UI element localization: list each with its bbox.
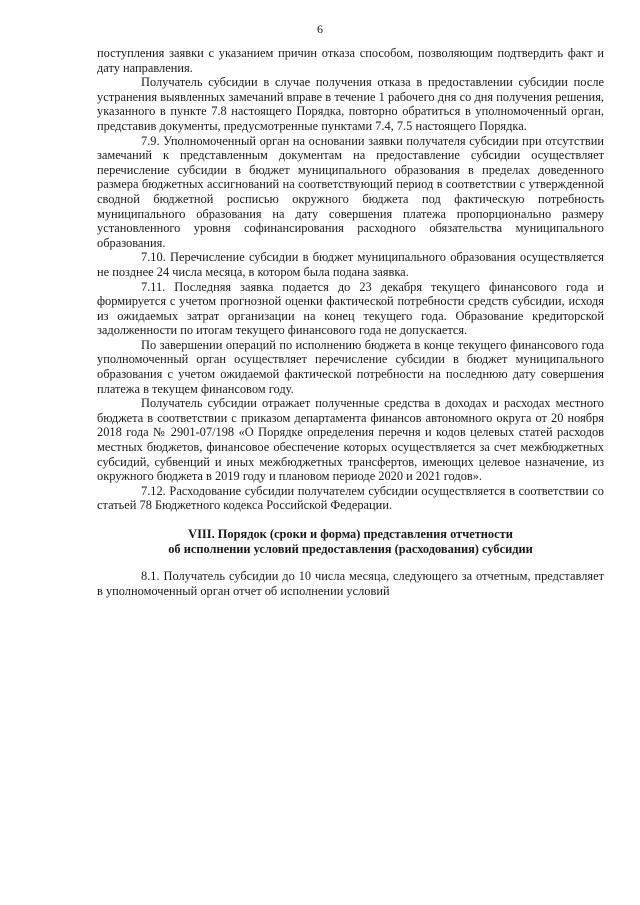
- paragraph-7-10: 7.10. Перечисление субсидии в бюджет муниципального образования осуществляется не позднее 24 числа месяца, в котором была подана заявка.: [97, 250, 604, 279]
- paragraph-7-12: 7.12. Расходование субсидии получателем субсидии осуществляется в соответствии со статьей 78 Бюджетного кодекса Российской Федерации.: [97, 483, 604, 513]
- paragraph-repeat-application: Получатель субсидии в случае получения отказа в предоставлении субсидии после устранения выявленных замечаний вправе в течение 1 рабочего дня со дня получения решения, указанного в пункте 7.8 настоящего Порядка, повторно обратиться в уполномоченный орган, представив документы, предусмотренные пунктами 7.4, 7.5 настоящего Порядка.: [97, 75, 604, 133]
- paragraph-7-11: 7.11. Последняя заявка подается до 23 декабря текущего финансового года и формируется с учетом прогнозной оценки фактической потребности средств субсидии, исходя из ожидаемых затрат организации на конец текущего года. Образование кредиторской задолженности по итогам текущего финансового года не допускается.: [97, 279, 604, 338]
- paragraph-continuation: поступления заявки с указанием причин отказа способом, позволяющим подтвердить факт и дату направления.: [97, 46, 604, 75]
- section-heading: [97, 527, 604, 557]
- page-number: 6: [317, 22, 323, 36]
- section-heading-line-1: VIII. Порядок (сроки и форма) представления отчетности: [188, 527, 513, 541]
- paragraph-8-1: 8.1. Получатель субсидии до 10 числа месяца, следующего за отчетным, представляет в уполномоченный орган отчет об исполнении условий: [97, 569, 604, 598]
- paragraph-recipient-accounting: Получатель субсидии отражает полученные средства в доходах и расходах местного бюджета в соответствии с приказом департамента финансов автономного округа от 20 ноября 2018 года № 2901-07/198 «О Порядке определения перечня и кодов целевых статей расходов местных бюджетов, финансовое обеспечение которых осуществляется за счет межбюджетных субсидий, субвенций и иных межбюджетных трансфертов, имеющих целевое назначение, из окружного бюджета в 2019 году и плановом периоде 2020 и 2021 годов».: [97, 396, 604, 484]
- section-heading-line-2: об исполнении условий предоставления (расходования) субсидии: [168, 542, 533, 556]
- document-body: [97, 46, 604, 598]
- paragraph-7-9: 7.9. Уполномоченный орган на основании заявки получателя субсидии при отсутствии замечаний к представленным документам на предоставление субсидии осуществляет перечисление субсидии в бюджет муниципального образования в пределах доведенного размера бюджетных ассигнований на соответствующий период в соответствии с утвержденной сводной бюджетной росписью окружного бюджета под фактическую потребность муниципального образования на дату совершения платежа пропорционально размеру установленного уровня софинансирования расходного обязательства муниципального образования.: [97, 133, 604, 250]
- paragraph-year-end: По завершении операций по исполнению бюджета в конце текущего финансового года уполномоченный орган осуществляет перечисление субсидии в бюджет муниципального образования с учетом ожидаемой фактической потребности на последнюю дату совершения платежа в текущем финансовом году.: [97, 337, 604, 396]
